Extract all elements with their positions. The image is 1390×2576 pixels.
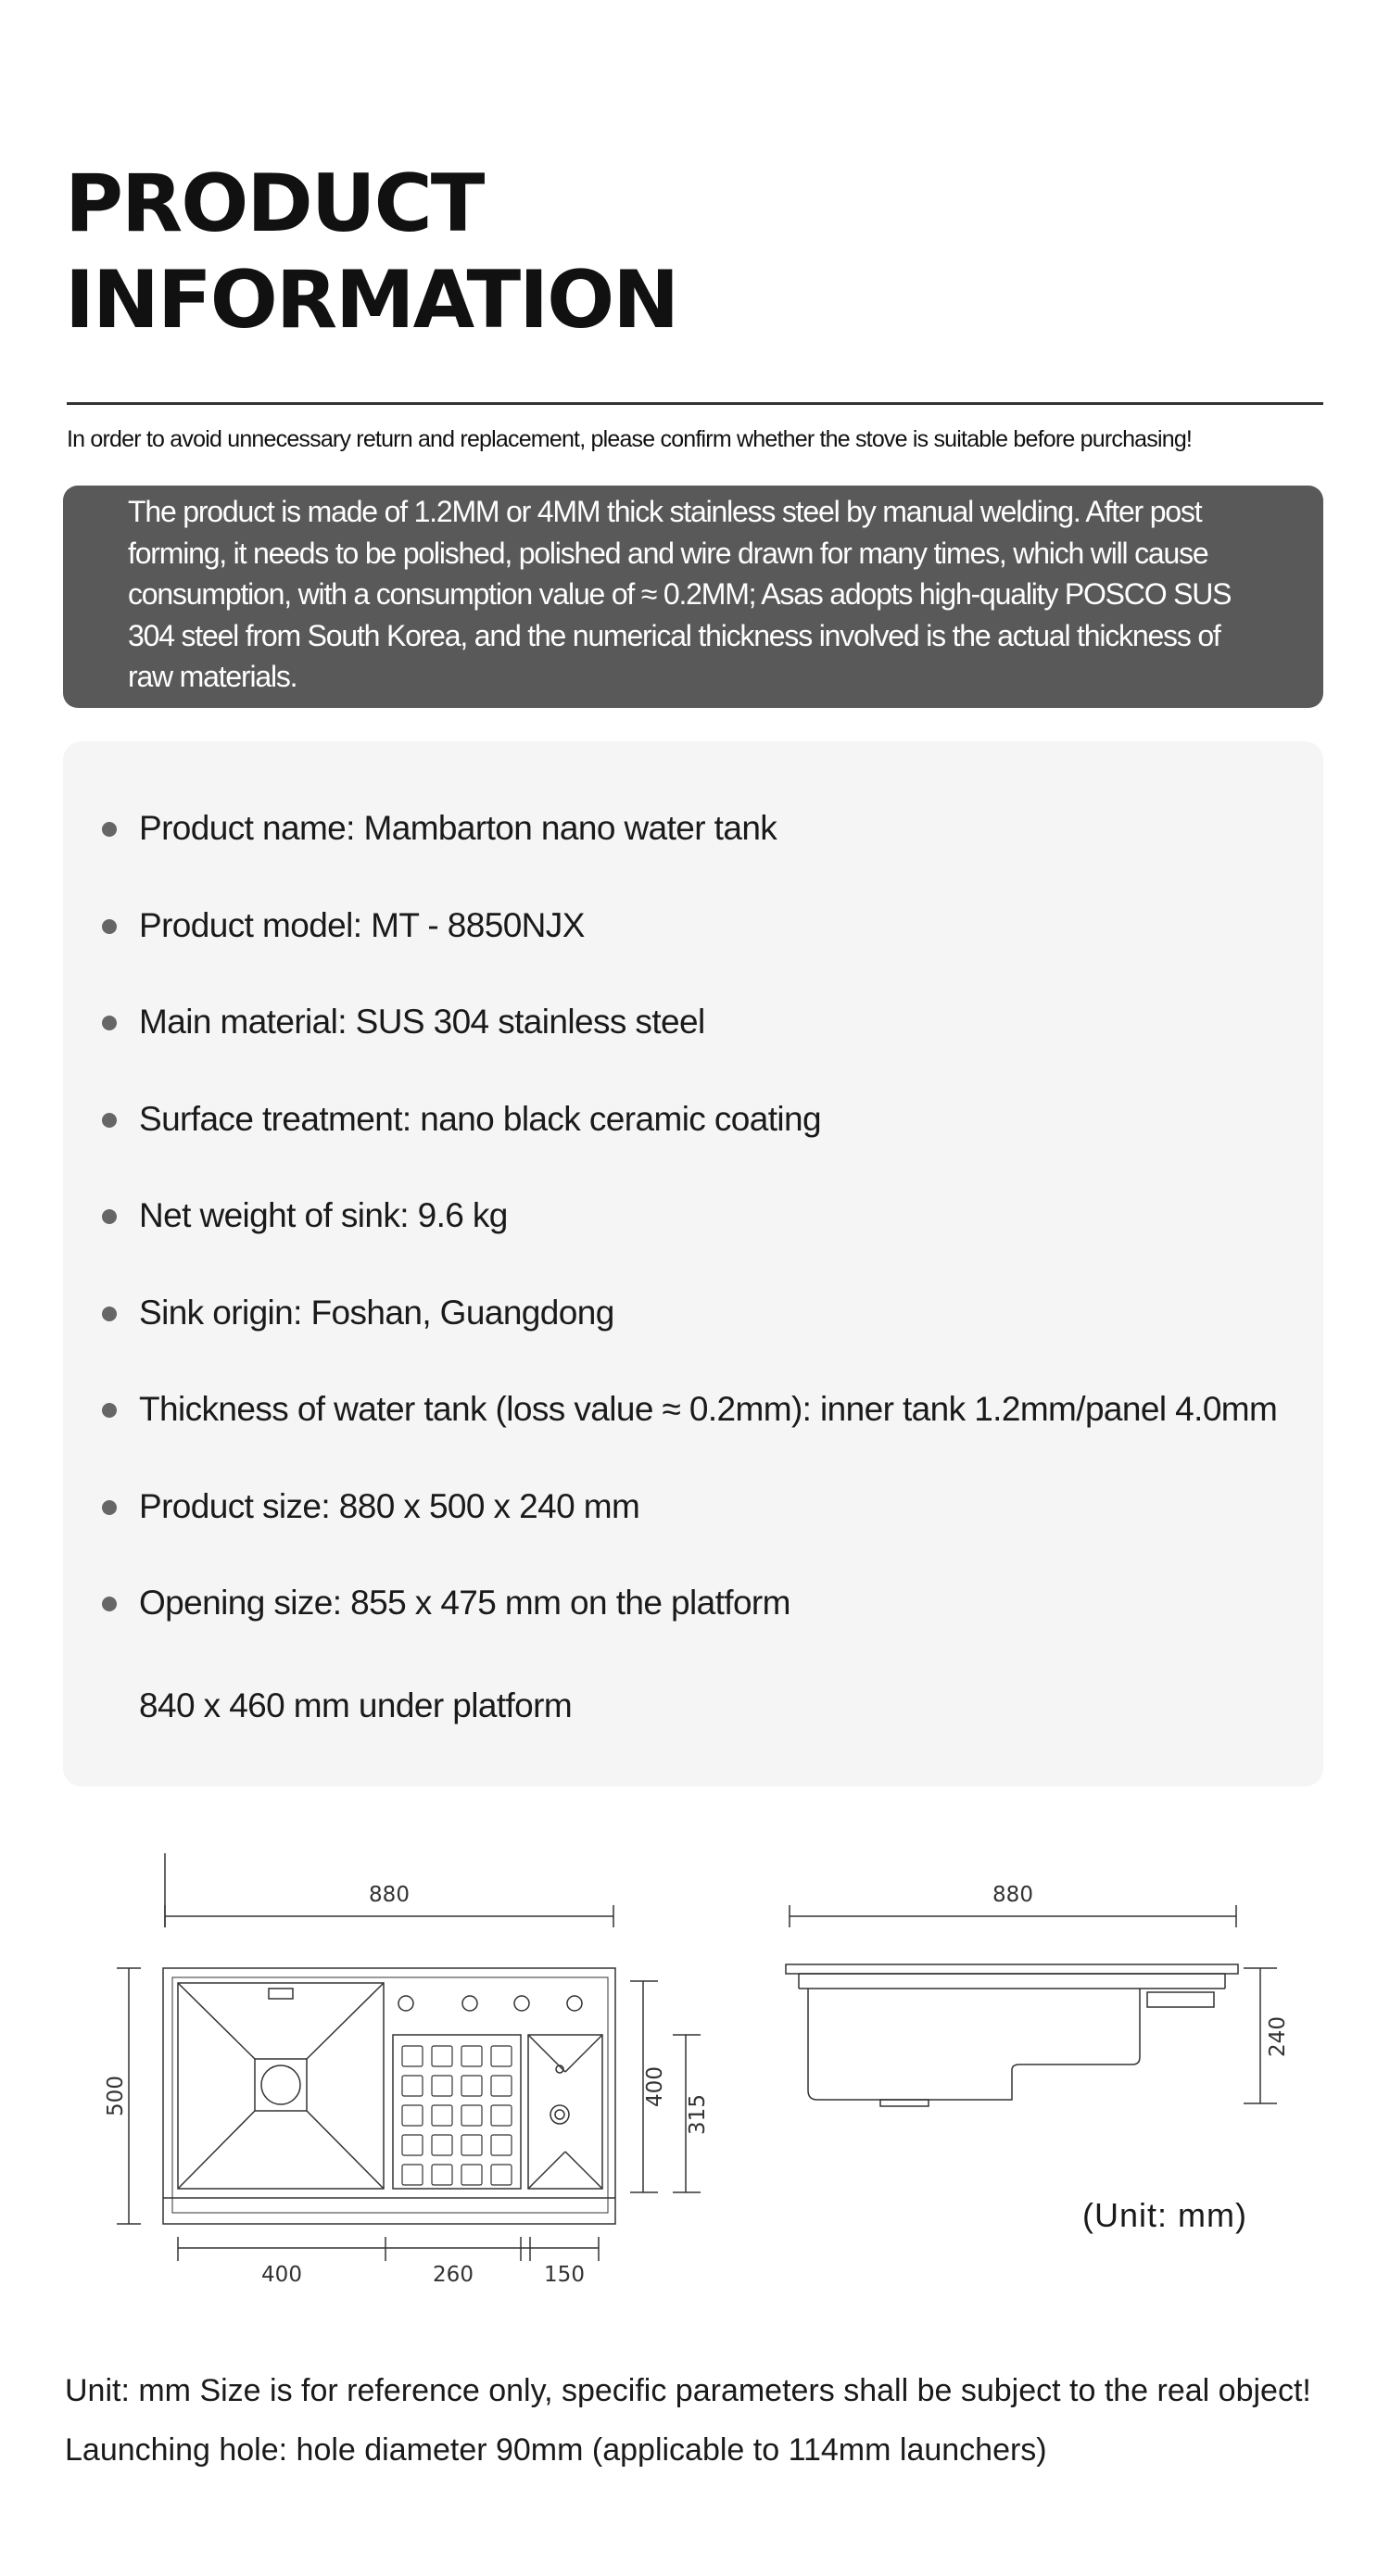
page-title (65, 156, 677, 348)
purchase-notice: In order to avoid unnecessary return and replacement, please confirm whether the stove is suitable before purchasing! (67, 426, 1193, 452)
spec-text: Main material: SUS 304 stainless steel (139, 1003, 705, 1041)
drain-plate (255, 2059, 307, 2111)
bullet-icon (102, 1113, 117, 1128)
title-line-1: PRODUCT (65, 158, 484, 250)
bowl-crease (307, 1983, 384, 2059)
bullet-icon (102, 1016, 117, 1030)
bullet-icon (102, 1307, 117, 1321)
dim-section-c: 150 (544, 2263, 585, 2287)
spec-item-name (63, 801, 1323, 898)
spec-panel (63, 741, 1323, 1787)
spec-item-origin (63, 1285, 1323, 1383)
spec-item-weight (63, 1188, 1323, 1285)
faucet-hole-icon (567, 1996, 582, 2011)
spec-text: Product model: MT - 8850NJX (139, 905, 585, 944)
drain-icon (261, 2065, 300, 2104)
spec-item-material (63, 994, 1323, 1092)
top-view (104, 1853, 710, 2287)
spec-item-thickness (63, 1382, 1323, 1479)
bowl-crease (178, 1983, 255, 2059)
dim-bowl-label: 315 (686, 2094, 710, 2135)
banner-line: forming, it needs to be polished, polished and wire drawn for many times, which will cause (128, 536, 1208, 570)
bullet-icon (102, 919, 117, 934)
spec-list (63, 801, 1323, 1673)
bowl-crease (307, 2111, 384, 2189)
dim-side-width-label: 880 (992, 1883, 1033, 1907)
faucet-hole-icon (514, 1996, 529, 2011)
spec-text: Opening size: 855 x 475 mm on the platform (139, 1584, 790, 1622)
banner-line: raw materials. (128, 660, 297, 693)
faucet-hole-icon (462, 1996, 477, 2011)
dim-depth-label: 240 (1266, 2016, 1290, 2057)
spec-text: Sink origin: Foshan, Guangdong (139, 1293, 614, 1332)
spec-text: Thickness of water tank (loss value ≈ 0.2mm): inner tank 1.2mm/panel 4.0mm (139, 1390, 1278, 1428)
bullet-icon (102, 1403, 117, 1418)
spec-text: Net weight of sink: 9.6 kg (139, 1196, 508, 1234)
spec-item-model (63, 898, 1323, 995)
unit-note: (Unit: mm) (1082, 2196, 1247, 2234)
drainboard-grid (402, 2046, 512, 2185)
spec-text: Product name: Mambarton nano water tank (139, 809, 777, 847)
side-drain (880, 2100, 929, 2106)
banner-line: 304 steel from South Korea, and the numerical thickness involved is the actual thickness of (128, 618, 1220, 652)
spec-text: Product size: 880 x 500 x 240 mm (139, 1486, 640, 1525)
dim-height-label: 500 (104, 2076, 128, 2116)
bowl-crease (565, 2035, 602, 2072)
small-drain-icon (550, 2105, 569, 2124)
material-banner (63, 486, 1323, 708)
footer-size-note: Unit: mm Size is for reference only, specific parameters shall be subject to the real object! (65, 2373, 1311, 2408)
small-drain-core (555, 2110, 564, 2119)
side-small-bowl (1147, 1992, 1214, 2007)
dimension-drawing (0, 1853, 1390, 2335)
dim-section-a: 400 (261, 2263, 302, 2287)
title-line-2: INFORMATION (65, 254, 678, 347)
footer-notes (65, 2361, 1311, 2480)
dim-width-label: 880 (369, 1883, 410, 1907)
bowl-crease (565, 2152, 602, 2189)
footer-hole-note: Launching hole: hole diameter 90mm (applicable to 114mm launchers) (65, 2432, 1047, 2468)
spec-item-opening (63, 1575, 1323, 1673)
bullet-icon (102, 1597, 117, 1611)
side-panel (786, 1964, 1238, 1974)
bowl-crease (528, 2035, 565, 2072)
faucet-hole-icon (398, 1996, 413, 2011)
side-view (786, 1883, 1290, 2106)
banner-line: consumption, with a consumption value of ≈ 0.2MM; Asas adopts high-quality POSCO SUS (128, 577, 1232, 611)
drainboard (393, 2035, 521, 2189)
dim-inner-label: 400 (643, 2066, 667, 2107)
spec-opening-under: 840 x 460 mm under platform (139, 1686, 573, 1724)
divider (67, 402, 1323, 405)
spec-item-size (63, 1479, 1323, 1576)
sink-outline (163, 1968, 615, 2224)
bowl-crease (528, 2152, 565, 2189)
dim-section-b: 260 (433, 2263, 474, 2287)
overflow-slot (269, 1989, 293, 1999)
spec-text: Surface treatment: nano black ceramic coating (139, 1099, 821, 1138)
spec-item-surface (63, 1092, 1323, 1189)
bullet-icon (102, 1500, 117, 1515)
bowl-crease (178, 2111, 255, 2189)
bullet-icon (102, 1209, 117, 1224)
small-bowl (528, 2035, 602, 2189)
bullet-icon (102, 822, 117, 837)
side-bowl-profile (808, 1989, 1140, 2100)
banner-line: The product is made of 1.2MM or 4MM thick stainless steel by manual welding. After post (128, 495, 1202, 528)
sink-inner-outline (172, 1977, 608, 2213)
